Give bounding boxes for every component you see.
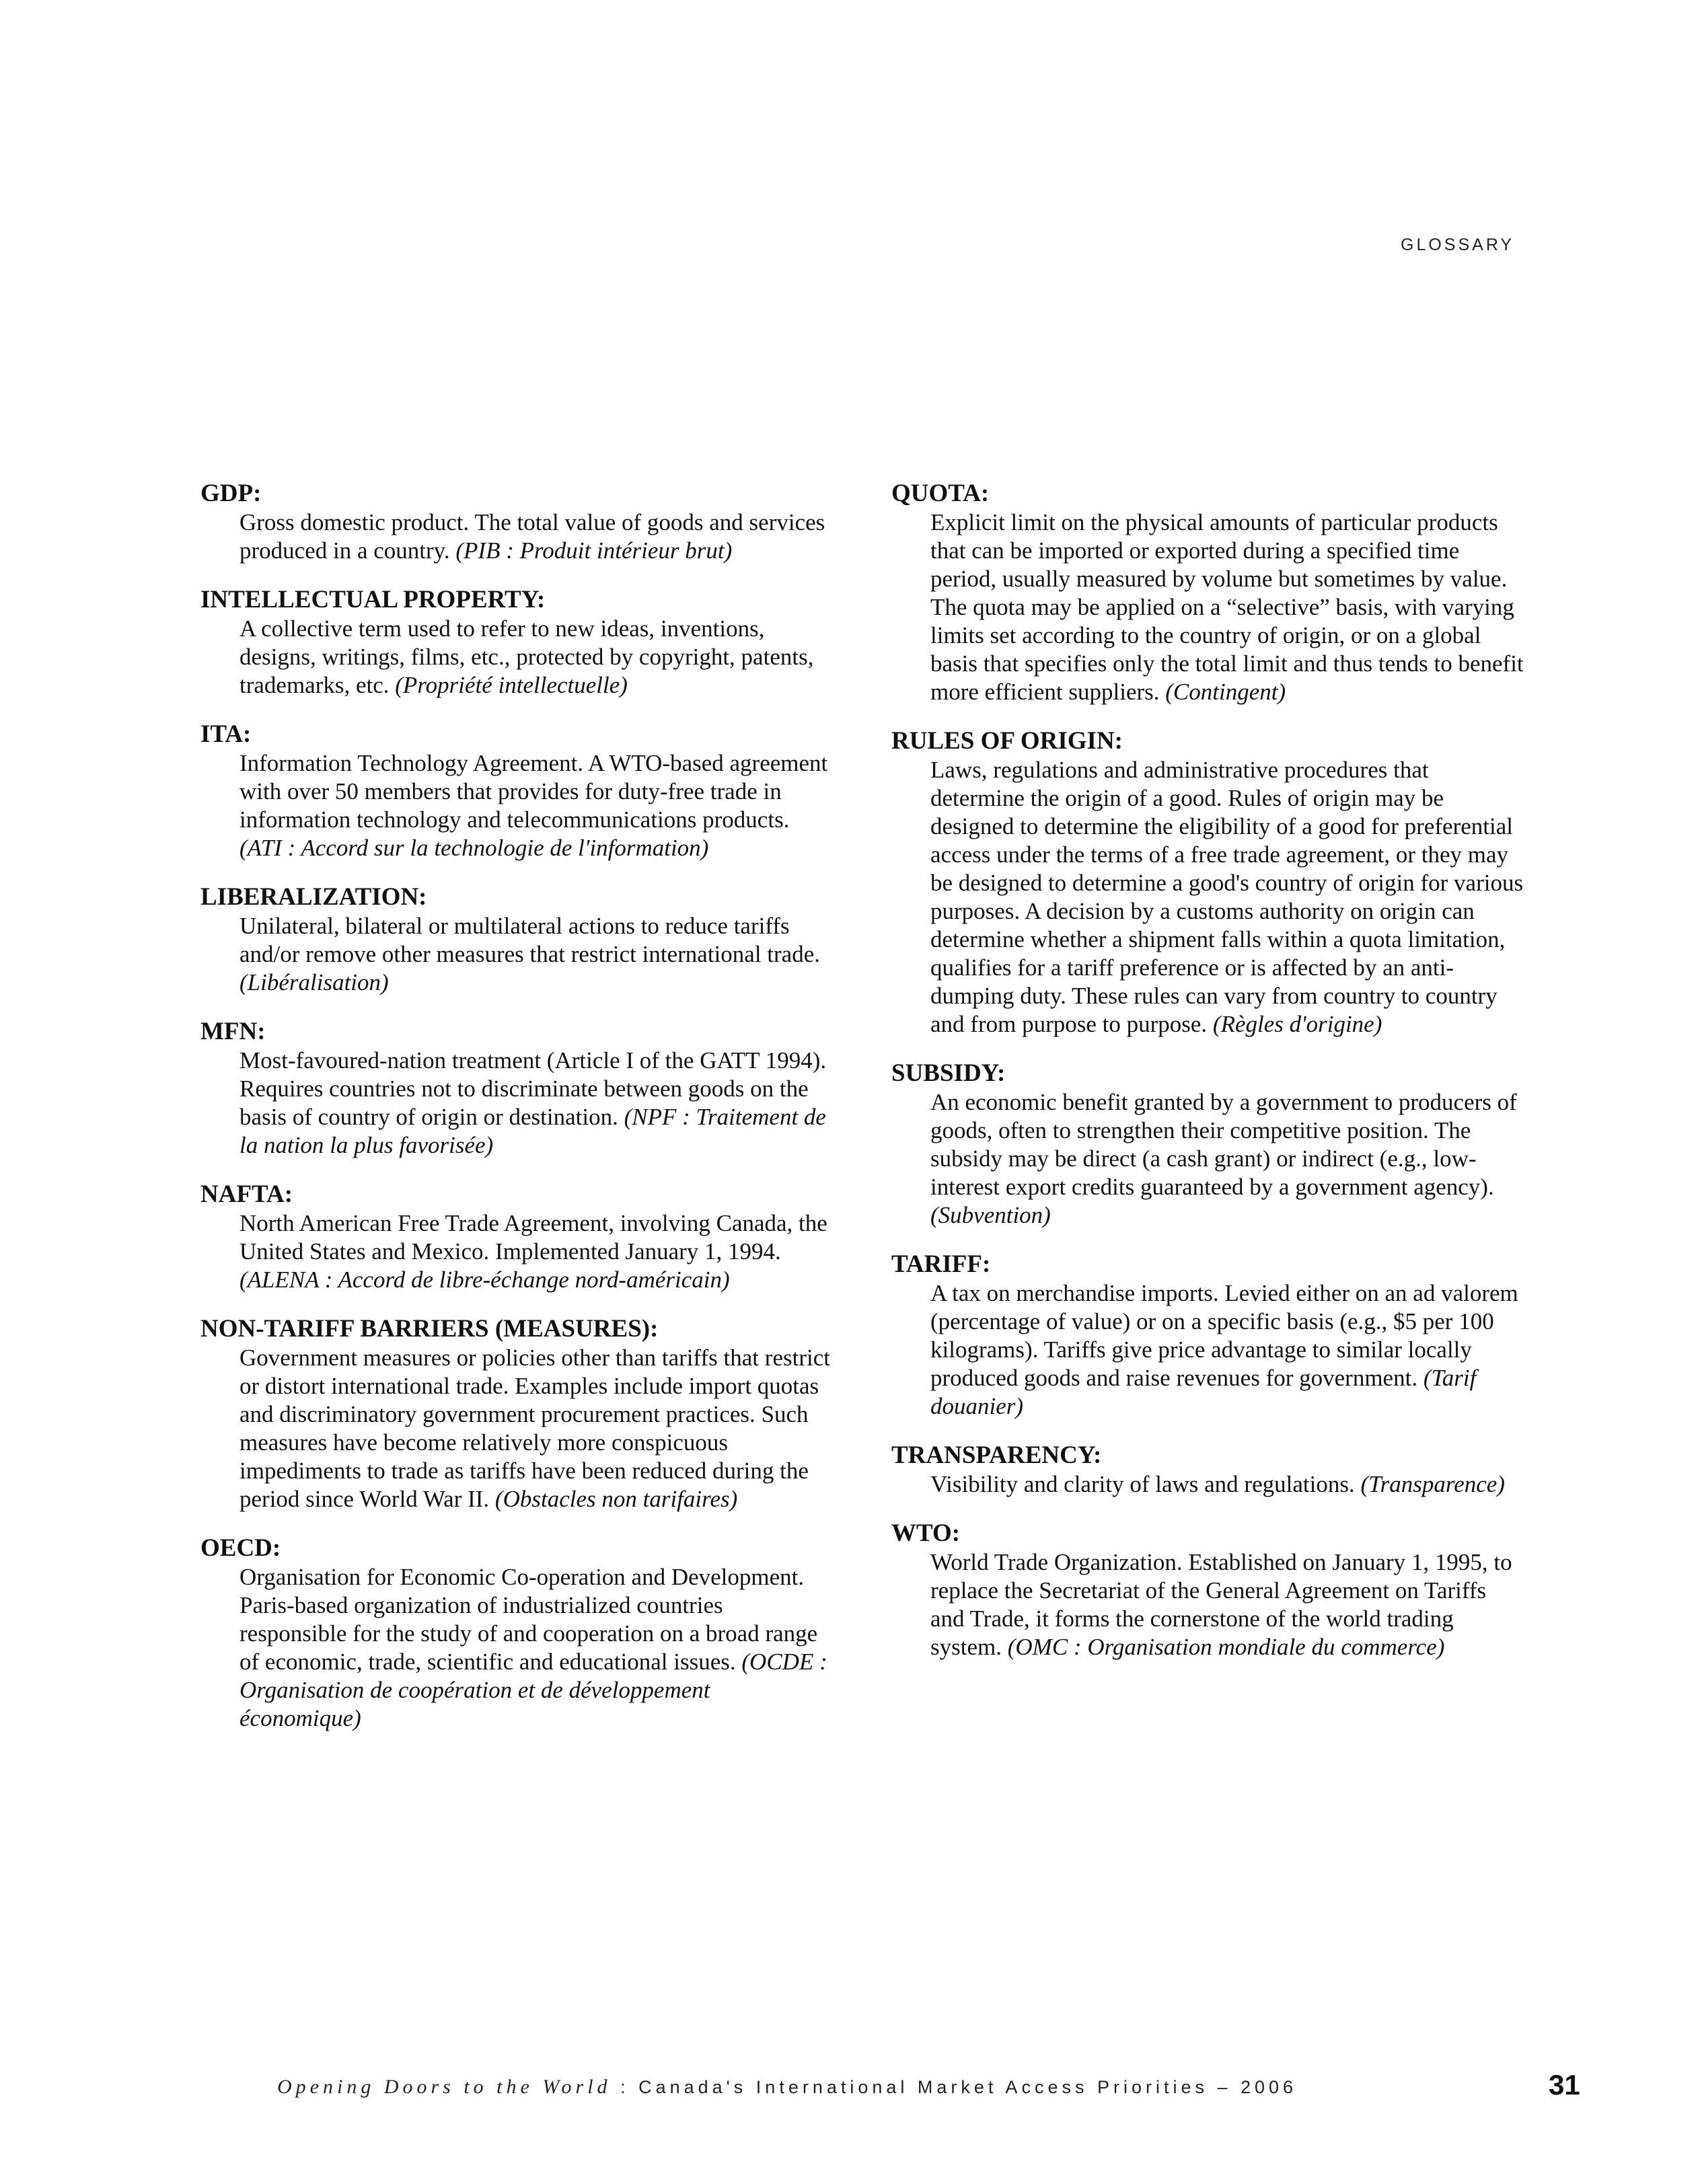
glossary-definition: [930, 756, 1524, 1039]
french-translation: (Propriété intellectuelle): [395, 672, 628, 698]
glossary-term: MFN:: [200, 1018, 266, 1045]
french-translation: (Contingent): [1165, 679, 1286, 705]
glossary-term: SUBSIDY:: [891, 1059, 1006, 1087]
glossary-entry-nafta: [200, 1180, 833, 1294]
definition-text: Gross domestic product. The total value of goods and services produced in a country.: [239, 509, 825, 564]
glossary-left-column: [200, 479, 833, 1753]
french-translation: (Libéralisation): [239, 969, 389, 995]
glossary-definition: [239, 1209, 833, 1294]
definition-text: World Trade Organization. Established on January 1, 1995, to replace the Secretariat of the General Agreement on Tariffs and Trade, it forms the cornerstone of the world trading system.: [930, 1549, 1512, 1660]
french-translation: (PIB : Produit intérieur brut): [455, 537, 733, 564]
definition-text: Information Technology Agreement. A WTO-based agreement with over 50 members that provides for duty-free trade in information technology and telecommunications products.: [239, 750, 828, 833]
french-translation: (Transparence): [1360, 1471, 1505, 1497]
glossary-definition: [239, 1563, 833, 1733]
french-translation: (Tarif douanier): [930, 1365, 1477, 1419]
french-translation: (Subvention): [930, 1202, 1051, 1228]
glossary-entry-subsidy: [891, 1059, 1524, 1230]
glossary-term: OECD:: [200, 1534, 281, 1562]
footer-publication-title: Opening Doors to the World: [277, 2076, 612, 2098]
glossary-definition: [930, 509, 1524, 706]
definition-text: Government measures or policies other than tariffs that restrict or distort international trade. Examples include import quotas and discriminatory government procurement practices. Such measures have become relatively more conspicuous impediments to trade as tariffs have been reduced during the period since World War II.: [239, 1345, 830, 1512]
definition-text: A collective term used to refer to new ideas, inventions, designs, writings, films, etc., protected by copyright, patents, trademarks, etc.: [239, 615, 814, 698]
glossary-entry-wto: [891, 1519, 1524, 1661]
footer-subtitle: : Canada's International Market Access Priorities – 2006: [611, 2077, 1298, 2097]
glossary-definition: [239, 615, 833, 700]
glossary-term: LIBERALIZATION:: [200, 883, 427, 911]
glossary-right-column: [891, 479, 1524, 1682]
glossary-entry-intellectual-property: [200, 585, 833, 700]
definition-text: Visibility and clarity of laws and regulations.: [930, 1471, 1361, 1497]
glossary-term: GDP:: [200, 480, 262, 507]
glossary-entry-ita: [200, 720, 833, 862]
glossary-definition: [930, 1088, 1524, 1230]
glossary-definition: [930, 1279, 1524, 1421]
glossary-term: NON-TARIFF BARRIERS (MEASURES):: [200, 1315, 659, 1343]
french-translation: (NPF : Traitement de la nation la plus favorisée): [239, 1104, 826, 1158]
definition-text: North American Free Trade Agreement, involving Canada, the United States and Mexico. Implemented January 1, 1994.: [239, 1210, 827, 1265]
glossary-term: INTELLECTUAL PROPERTY:: [200, 586, 546, 613]
glossary-term: ITA:: [200, 720, 252, 748]
glossary-term: NAFTA:: [200, 1180, 293, 1208]
glossary-entry-liberalization: [200, 882, 833, 997]
page-number: 31: [1549, 2069, 1580, 2101]
glossary-entry-quota: [891, 479, 1524, 706]
glossary-definition: [930, 1548, 1524, 1661]
definition-text: An economic benefit granted by a government to producers of goods, often to strengthen their competitive position. The subsidy may be direct (a cash grant) or indirect (e.g., low-interest export credits guaranteed by a government agency).: [930, 1089, 1517, 1200]
french-translation: (Règles d'origine): [1212, 1011, 1382, 1037]
french-translation: (OMC : Organisation mondiale du commerce): [1007, 1634, 1445, 1660]
running-head: GLOSSARY: [1401, 235, 1515, 254]
glossary-definition: [239, 1047, 833, 1160]
glossary-entry-gdp: [200, 479, 833, 565]
page-footer: [277, 2076, 1508, 2099]
french-translation: (OCDE : Organisation de coopération et de développement économique): [239, 1649, 827, 1731]
glossary-definition: [239, 749, 833, 862]
definition-text: Organisation for Economic Co-operation and Development. Paris-based organization of industrialized countries responsible for the study of and cooperation on a broad range of economic, trade, scientific and educational issues.: [239, 1564, 818, 1675]
glossary-term: QUOTA:: [891, 480, 990, 507]
definition-text: A tax on merchandise imports. Levied either on an ad valorem (percentage of value) or on a specific basis (e.g., $5 per 100 kilograms). Tariffs give price advantage to similar locally produced goods and raise revenues for government.: [930, 1280, 1518, 1391]
glossary-term: TARIFF:: [891, 1250, 991, 1278]
glossary-entry-oecd: [200, 1534, 833, 1733]
glossary-definition: [239, 912, 833, 997]
glossary-entry-non-tariff-barriers: [200, 1314, 833, 1513]
french-translation: (ATI : Accord sur la technologie de l'information): [239, 835, 709, 861]
glossary-entry-transparency: [891, 1441, 1524, 1499]
glossary-entry-tariff: [891, 1250, 1524, 1421]
glossary-definition: [239, 509, 833, 565]
glossary-term: WTO:: [891, 1519, 961, 1547]
glossary-entry-rules-of-origin: [891, 726, 1524, 1039]
definition-text: Unilateral, bilateral or multilateral actions to reduce tariffs and/or remove other measures that restrict international trade.: [239, 913, 820, 967]
definition-text: Laws, regulations and administrative procedures that determine the origin of a good. Rules of origin may be designed to determine the eligibility of a good for preferential access under the terms of a free trade agreement, or they may be designed to determine a good's country of origin for various purposes. A decision by a customs authority on origin can determine whether a shipment falls within a quota limitation, qualifies for a tariff preference or is affected by an anti-dumping duty. These rules can vary from country to country and from purpose to purpose.: [930, 757, 1524, 1037]
glossary-definition: [930, 1470, 1524, 1499]
glossary-definition: [239, 1344, 833, 1513]
glossary-term: RULES OF ORIGIN:: [891, 727, 1123, 755]
glossary-entry-mfn: [200, 1017, 833, 1160]
definition-text: Most-favoured-nation treatment (Article I of the GATT 1994). Requires countries not to discriminate between goods on the basis of country of origin or destination.: [239, 1047, 827, 1130]
french-translation: (ALENA : Accord de libre-échange nord-américain): [239, 1267, 730, 1293]
french-translation: (Obstacles non tarifaires): [494, 1486, 738, 1512]
glossary-term: TRANSPARENCY:: [891, 1441, 1102, 1469]
definition-text: Explicit limit on the physical amounts of particular products that can be imported or exported during a specified time period, usually measured by volume but sometimes by value. The quota may be applied on a “selective” basis, with varying limits set according to the country of origin, or on a global basis that specifies only the total limit and thus tends to benefit more efficient suppliers.: [930, 509, 1524, 705]
